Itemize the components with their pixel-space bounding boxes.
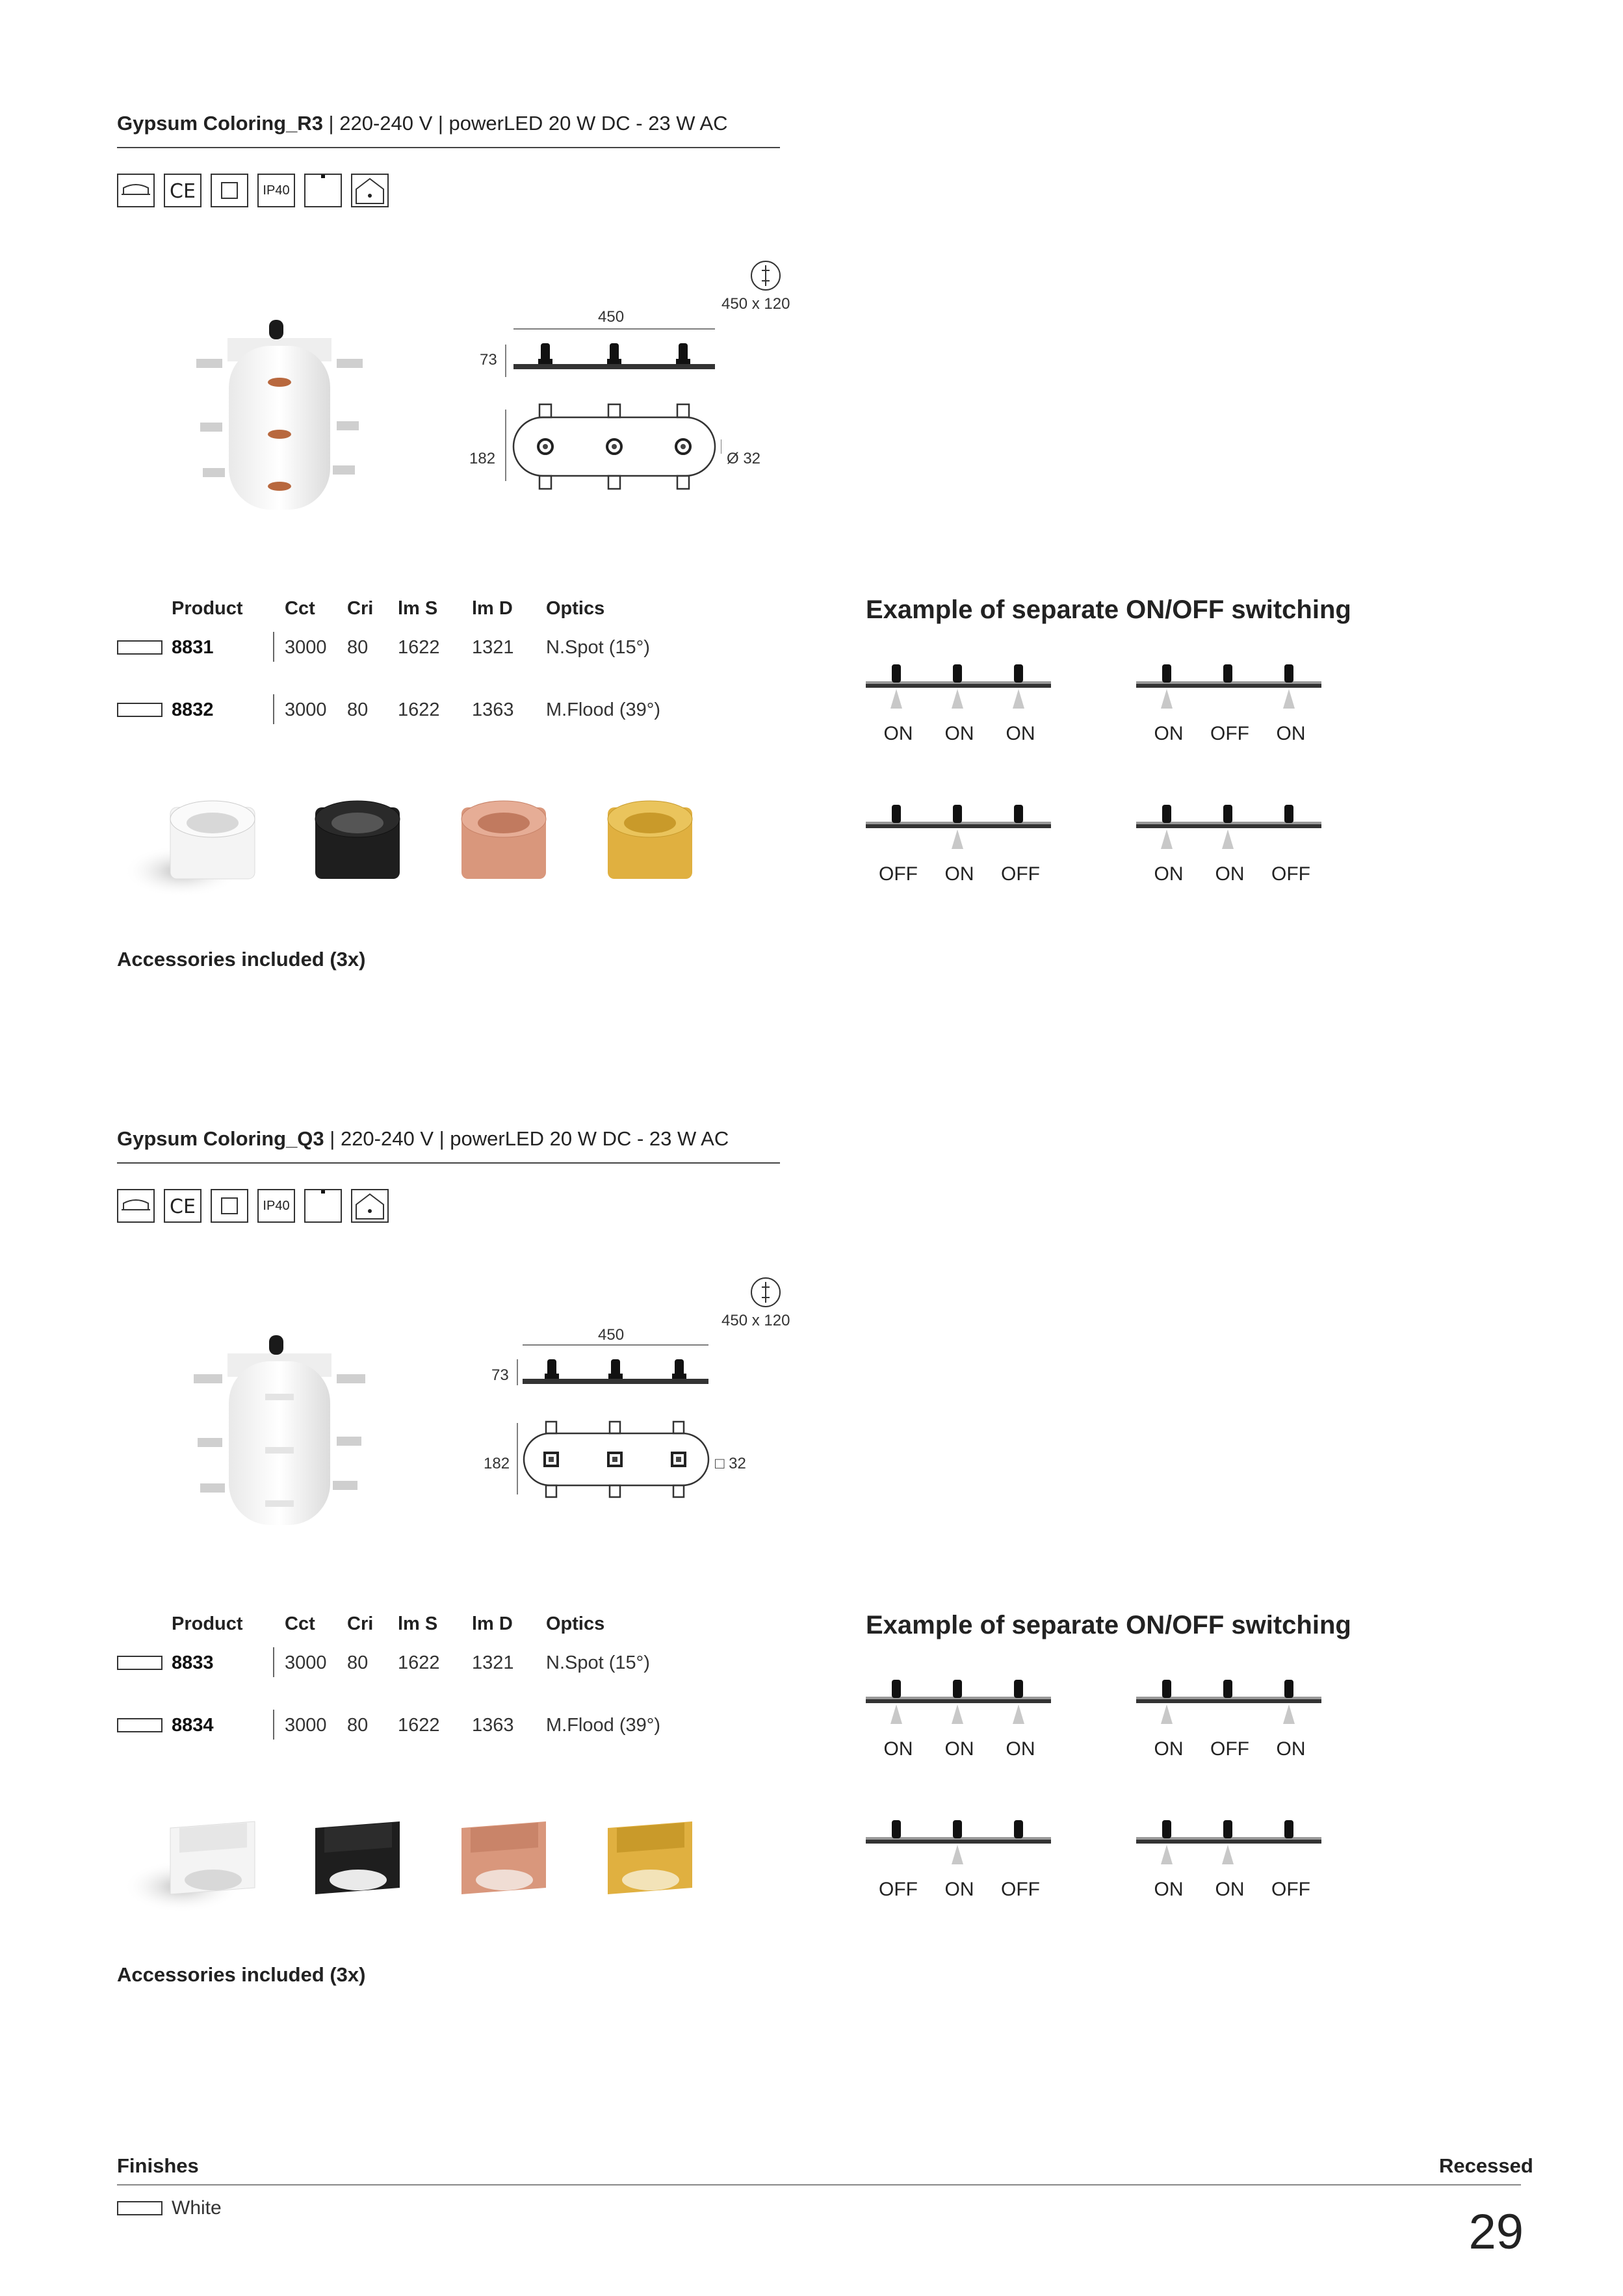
col-lm-s: lm S bbox=[398, 1613, 438, 1634]
class-ii-icon bbox=[211, 1189, 248, 1223]
accessory-ring-gold bbox=[608, 1821, 692, 1894]
product-code: 8832 bbox=[172, 699, 214, 720]
switch-state: ON bbox=[944, 723, 974, 744]
dimension-drawing-q3 bbox=[513, 1336, 715, 1498]
switch-diagram bbox=[1136, 1673, 1325, 1738]
section-title: Gypsum Coloring_Q3 | 220-240 V | powerLED 20 W DC - 23 W AC bbox=[117, 1127, 729, 1150]
switch-state: OFF bbox=[1210, 1738, 1249, 1760]
ceiling-install-icon bbox=[351, 174, 389, 207]
col-lm-d: lm D bbox=[472, 598, 513, 619]
switching-title: Example of separate ON/OFF switching bbox=[866, 1611, 1351, 1639]
dim-height: 73 bbox=[491, 1366, 509, 1384]
row-divider bbox=[273, 632, 274, 662]
cct-value: 3000 bbox=[285, 637, 327, 658]
accessory-ring-copper bbox=[461, 801, 546, 879]
certification-icons bbox=[117, 1189, 389, 1223]
col-cri: Cri bbox=[347, 1613, 374, 1634]
accessories-rings-r3 bbox=[123, 793, 708, 910]
switch-state: ON bbox=[1006, 723, 1035, 744]
switch-state: OFF bbox=[1001, 863, 1040, 885]
cct-value: 3000 bbox=[285, 1652, 327, 1673]
dimension-drawing-r3 bbox=[500, 319, 721, 507]
switch-state: OFF bbox=[1271, 1879, 1310, 1900]
category-label: Recessed bbox=[1439, 2154, 1533, 2177]
lm-d-value: 1321 bbox=[472, 1652, 514, 1673]
ceiling-install-icon bbox=[351, 1189, 389, 1223]
optics-value: M.Flood (39°) bbox=[546, 1715, 660, 1736]
lm-d-value: 1363 bbox=[472, 1715, 514, 1736]
accessory-ring-black bbox=[315, 1821, 400, 1894]
lm-s-value: 1622 bbox=[398, 1652, 440, 1673]
product-code: 8833 bbox=[172, 1652, 214, 1673]
page-number: 29 bbox=[1468, 2204, 1524, 2260]
finish-swatch-white bbox=[117, 2201, 162, 2215]
lm-s-value: 1622 bbox=[398, 637, 440, 658]
product-code: 8831 bbox=[172, 637, 214, 658]
col-lm-d: lm D bbox=[472, 1613, 513, 1634]
accessory-ring-white bbox=[123, 801, 255, 897]
switch-state: ON bbox=[944, 1879, 974, 1900]
accessories-label: Accessories included (3x) bbox=[117, 1963, 366, 1986]
switch-state: ON bbox=[883, 723, 913, 744]
switch-state: OFF bbox=[879, 863, 918, 885]
col-optics: Optics bbox=[546, 598, 605, 619]
gypsum-icon bbox=[304, 1189, 342, 1223]
cri-value: 80 bbox=[347, 1715, 369, 1736]
gypsum-icon bbox=[304, 174, 342, 207]
switch-diagram bbox=[866, 798, 1054, 863]
switch-diagram bbox=[866, 1814, 1054, 1879]
optics-value: N.Spot (15°) bbox=[546, 637, 650, 658]
cri-value: 80 bbox=[347, 637, 369, 658]
dim-length: 450 bbox=[598, 1326, 625, 1344]
cutout-icon bbox=[746, 1275, 785, 1309]
accessories-rings-q3 bbox=[123, 1808, 708, 1925]
optics-value: M.Flood (39°) bbox=[546, 699, 660, 720]
cutout-label: 450 x 120 bbox=[721, 1312, 790, 1329]
switch-state: ON bbox=[1215, 1879, 1245, 1900]
switch-state: OFF bbox=[1001, 1879, 1040, 1900]
switch-state: OFF bbox=[879, 1879, 918, 1900]
ce-mark-icon bbox=[164, 1189, 201, 1223]
dim-length: 450 bbox=[598, 308, 625, 326]
col-cri: Cri bbox=[347, 598, 374, 619]
footer-rule bbox=[117, 2184, 1521, 2185]
lm-d-value: 1321 bbox=[472, 637, 514, 658]
recessed-icon bbox=[117, 1189, 155, 1223]
accessory-ring-copper bbox=[461, 1821, 546, 1894]
lm-s-value: 1622 bbox=[398, 1715, 440, 1736]
dim-width: 182 bbox=[484, 1455, 510, 1472]
svg-text:CE: CE bbox=[170, 180, 196, 203]
optics-value: N.Spot (15°) bbox=[546, 1652, 650, 1673]
switch-state: ON bbox=[1154, 1738, 1184, 1760]
dim-height: 73 bbox=[480, 351, 497, 369]
switch-state: ON bbox=[944, 1738, 974, 1760]
ip40-icon: IP40 bbox=[257, 1189, 295, 1223]
product-photo-q3 bbox=[188, 1327, 370, 1535]
switch-state: ON bbox=[1154, 723, 1184, 744]
switch-state: ON bbox=[1276, 1738, 1306, 1760]
dim-hole: □ 32 bbox=[715, 1455, 746, 1472]
switch-state: ON bbox=[944, 863, 974, 885]
row-divider bbox=[273, 1710, 274, 1740]
finish-swatch-white bbox=[117, 1656, 162, 1670]
ce-mark-icon bbox=[164, 174, 201, 207]
ip40-icon: IP40 bbox=[257, 174, 295, 207]
switch-state: ON bbox=[1215, 863, 1245, 885]
col-product: Product bbox=[172, 598, 243, 619]
accessories-label: Accessories included (3x) bbox=[117, 948, 366, 971]
class-ii-icon bbox=[211, 174, 248, 207]
lm-s-value: 1622 bbox=[398, 699, 440, 720]
recessed-icon bbox=[117, 174, 155, 207]
finish-swatch-white bbox=[117, 640, 162, 655]
switch-diagram bbox=[866, 658, 1054, 723]
cutout-label: 450 x 120 bbox=[721, 295, 790, 313]
row-divider bbox=[273, 694, 274, 724]
switch-state: OFF bbox=[1271, 863, 1310, 885]
switching-title: Example of separate ON/OFF switching bbox=[866, 595, 1351, 624]
cct-value: 3000 bbox=[285, 699, 327, 720]
accessory-ring-black bbox=[315, 801, 400, 879]
switch-state: OFF bbox=[1210, 723, 1249, 744]
dim-hole: Ø 32 bbox=[727, 450, 761, 467]
cutout-icon bbox=[746, 259, 785, 293]
finish-swatch-white bbox=[117, 703, 162, 717]
col-product: Product bbox=[172, 1613, 243, 1634]
cri-value: 80 bbox=[347, 1652, 369, 1673]
col-cct: Cct bbox=[285, 598, 315, 619]
accessory-ring-white bbox=[123, 1821, 255, 1912]
row-divider bbox=[273, 1647, 274, 1677]
title-rule bbox=[117, 1162, 780, 1164]
svg-text:CE: CE bbox=[170, 1195, 196, 1218]
cct-value: 3000 bbox=[285, 1715, 327, 1736]
lm-d-value: 1363 bbox=[472, 699, 514, 720]
certification-icons bbox=[117, 174, 389, 207]
switch-state: ON bbox=[1276, 723, 1306, 744]
dim-width: 182 bbox=[469, 450, 496, 467]
switch-state: ON bbox=[883, 1738, 913, 1760]
product-code: 8834 bbox=[172, 1715, 214, 1736]
col-optics: Optics bbox=[546, 1613, 605, 1634]
switch-state: ON bbox=[1154, 863, 1184, 885]
switch-state: ON bbox=[1006, 1738, 1035, 1760]
product-photo-r3 bbox=[188, 312, 370, 520]
col-lm-s: lm S bbox=[398, 598, 438, 619]
switch-diagram bbox=[1136, 1814, 1325, 1879]
title-rule bbox=[117, 147, 780, 148]
switch-diagram bbox=[866, 1673, 1054, 1738]
switch-state: ON bbox=[1154, 1879, 1184, 1900]
section-title: Gypsum Coloring_R3 | 220-240 V | powerLED 20 W DC - 23 W AC bbox=[117, 112, 728, 135]
switch-diagram bbox=[1136, 658, 1325, 723]
col-cct: Cct bbox=[285, 1613, 315, 1634]
switch-diagram bbox=[1136, 798, 1325, 863]
accessory-ring-gold bbox=[608, 801, 692, 879]
finish-white-label: White bbox=[172, 2197, 222, 2219]
finish-swatch-white bbox=[117, 1718, 162, 1732]
finishes-label: Finishes bbox=[117, 2154, 199, 2177]
cri-value: 80 bbox=[347, 699, 369, 720]
